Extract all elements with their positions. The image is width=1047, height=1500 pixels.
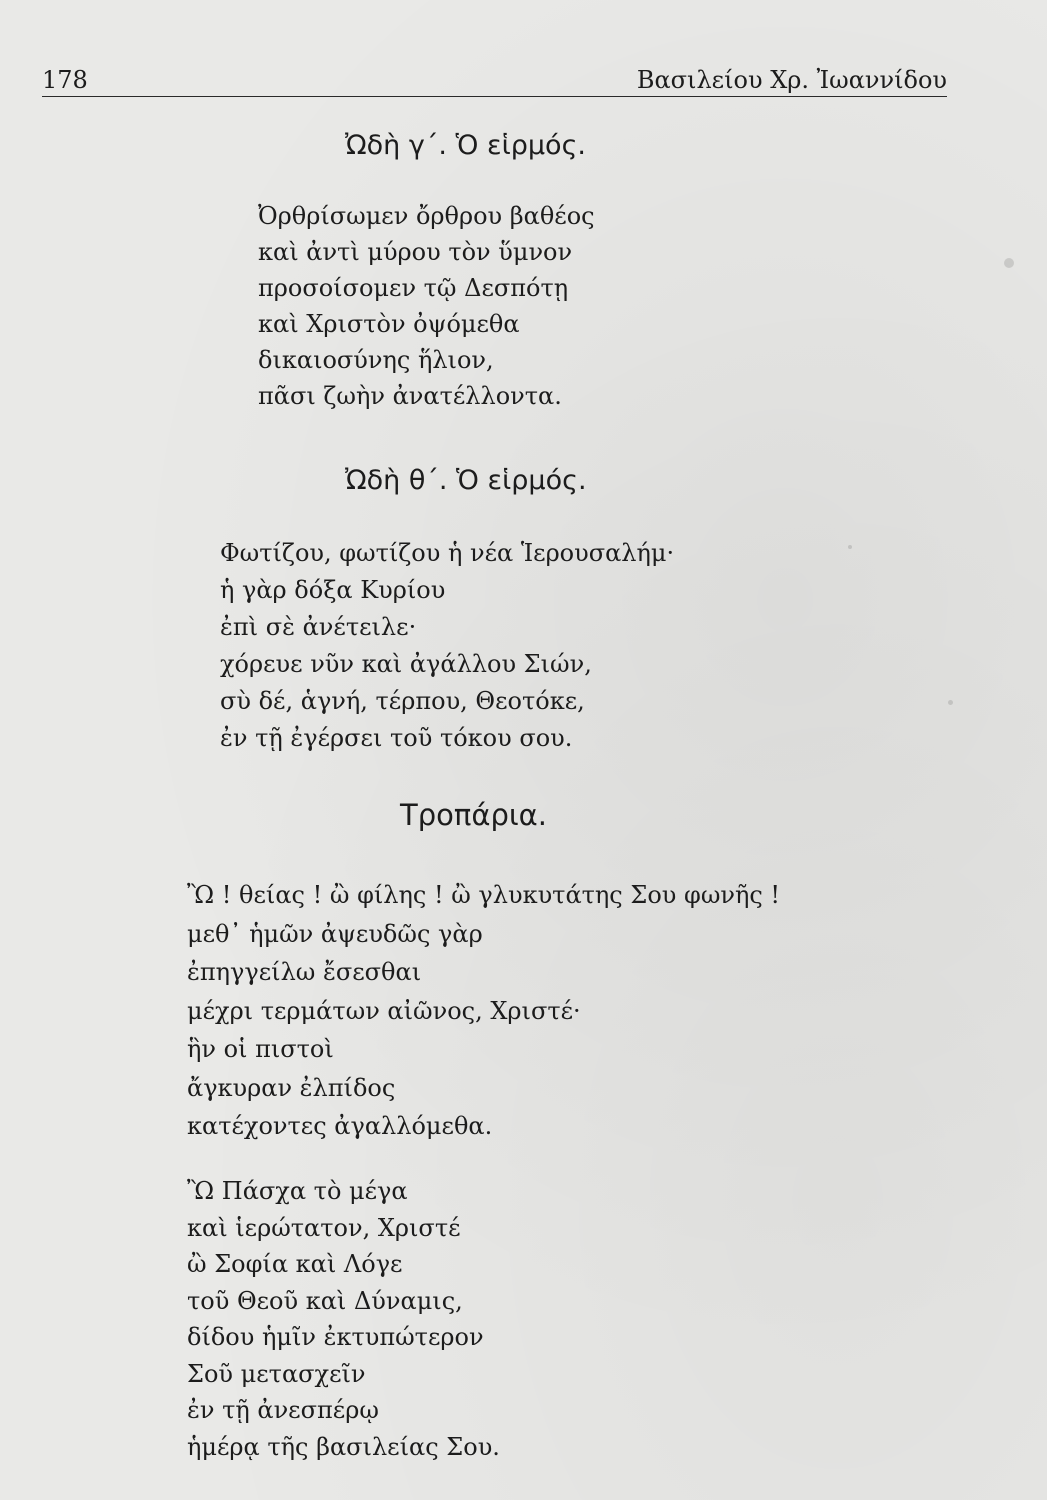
verse-line: Ὢ ! θείας ! ὢ φίλης ! ὢ γλυκυτάτης Σου φωνῆς ! bbox=[187, 881, 781, 909]
verse-line: χόρευε νῦν καὶ ἀγάλλου Σιών, bbox=[220, 650, 592, 678]
header-rule bbox=[42, 96, 947, 97]
page-header bbox=[42, 66, 947, 100]
verse-line: Σοῦ μετασχεῖν bbox=[187, 1359, 366, 1388]
ode9-heading: Ὠδὴ θ΄. Ὁ εἱρμός. bbox=[345, 465, 587, 496]
troparion-stanza-1 bbox=[187, 876, 780, 1146]
verse-line: ἄγκυραν ἐλπίδος bbox=[187, 1073, 396, 1102]
paper-speck bbox=[948, 700, 953, 705]
running-head: Βασιλείου Χρ. Ἰωαννίδου bbox=[636, 66, 947, 94]
verse-line: ἐπηγγείλω ἔσεσθαι bbox=[187, 958, 422, 986]
verse-line: ὢ Σοφία καὶ Λόγε bbox=[187, 1250, 403, 1278]
verse-line: μεθ᾽ ἡμῶν ἀψευδῶς γὰρ bbox=[187, 919, 483, 948]
verse-line: Φωτίζου, φωτίζου ἡ νέα Ἱερουσαλήμ· bbox=[220, 539, 675, 567]
ode9-stanza bbox=[220, 535, 674, 757]
verse-line: καὶ ἱερώτατον, Χριστέ bbox=[187, 1213, 461, 1242]
verse-line: ἐν τῇ ἐγέρσει τοῦ τόκου σου. bbox=[220, 724, 573, 752]
verse-line: πᾶσι ζωὴν ἀνατέλλοντα. bbox=[258, 382, 562, 410]
verse-line: ἐπὶ σὲ ἀνέτειλε· bbox=[220, 613, 417, 641]
verse-line: δικαιοσύνης ἥλιον, bbox=[258, 346, 494, 374]
page-number: 178 bbox=[42, 66, 88, 94]
verse-line: μέχρι τερμάτων αἰῶνος, Χριστέ· bbox=[187, 996, 581, 1025]
verse-line: δίδου ἡμῖν ἐκτυπώτερον bbox=[187, 1323, 484, 1351]
verse-line: ἐν τῇ ἀνεσπέρῳ bbox=[187, 1396, 379, 1424]
verse-line: ἡμέρᾳ τῆς βασιλείας Σου. bbox=[187, 1432, 500, 1461]
verse-line: καὶ Χριστὸν ὀψόμεθα bbox=[258, 310, 520, 338]
ode3-stanza bbox=[258, 198, 595, 414]
verse-line: κατέχοντες ἀγαλλόμεθα. bbox=[187, 1112, 493, 1140]
verse-line: ἡ γὰρ δόξα Κυρίου bbox=[220, 576, 446, 604]
verse-line: ἣν οἱ πιστοὶ bbox=[187, 1035, 334, 1063]
paper-speck bbox=[848, 545, 852, 549]
verse-line: καὶ ἀντὶ μύρου τὸν ὕμνον bbox=[258, 238, 573, 266]
verse-line: Ὢ Πάσχα τὸ μέγα bbox=[187, 1177, 408, 1205]
verse-line: προσοίσομεν τῷ Δεσπότῃ bbox=[258, 274, 569, 302]
paper-speck bbox=[1004, 258, 1014, 268]
verse-line: σὺ δέ, ἁγνή, τέρπου, Θεοτόκε, bbox=[220, 687, 585, 715]
troparia-heading: Τροπάρια. bbox=[400, 798, 547, 832]
ode3-heading: Ὠδὴ γ΄. Ὁ εἱρμός. bbox=[345, 130, 586, 161]
troparion-stanza-2 bbox=[187, 1173, 500, 1465]
verse-line: Ὀρθρίσωμεν ὄρθρου βαθέος bbox=[258, 202, 595, 230]
verse-line: τοῦ Θεοῦ καὶ Δύναμις, bbox=[187, 1286, 463, 1315]
